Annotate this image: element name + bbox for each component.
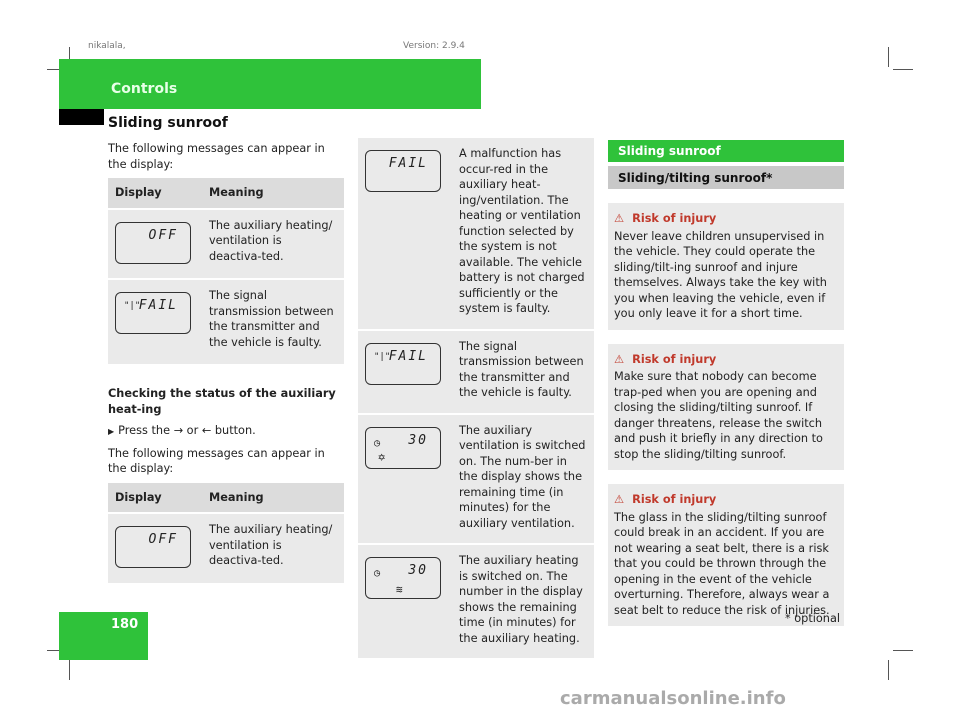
column-3 xyxy=(608,140,844,626)
meaning-cell: The auxiliary heating/ ventilation is deactiva-ted. xyxy=(202,513,344,583)
meaning-cell: The auxiliary heating/ ventilation is deactiva-ted. xyxy=(202,209,344,280)
column-2 xyxy=(358,138,594,658)
warning-text: The glass in the sliding/tilting sunroof could break in an accident. If you are not wearing a seat belt, there is a risk that you could be thrown through the opening in the event of the vehicle overturning. Therefore, always wear a seat belt to reduce the risk of injuries. xyxy=(614,510,830,617)
black-tab xyxy=(59,109,104,125)
page-number: 180 xyxy=(111,617,139,632)
clock-icon: ◷ xyxy=(374,437,381,449)
step-item: ▶ Press the → or ← button. xyxy=(108,424,256,437)
heater-icon: ≋ xyxy=(396,583,403,596)
section-header: Sliding sunroof xyxy=(608,140,844,162)
lcd-display: OFF xyxy=(115,526,191,568)
page-number-box xyxy=(59,612,148,660)
col-header-meaning: Meaning xyxy=(202,178,344,209)
signal-icon: "|" xyxy=(374,351,391,362)
meaning-cell: The signal transmission between the transmitter and the vehicle is faulty. xyxy=(202,279,344,364)
table-row xyxy=(358,330,594,414)
col-header-display: Display xyxy=(108,483,202,514)
intro-text-2: The following messages can appear in the display: xyxy=(108,446,325,475)
lcd-display: ◷ 30 ≋ xyxy=(365,557,441,599)
page-title: Sliding sunroof xyxy=(108,115,228,131)
meaning-cell: The auxiliary ventilation is switched on. The num-ber in the display shows the remaining time (in minutes) for the auxiliary ventilation. xyxy=(452,414,594,545)
clock-icon: ◷ xyxy=(374,568,381,579)
warning-icon: ⚠ xyxy=(614,352,625,366)
warning-box: ⚠ Risk of injury Make sure that nobody can become trap-ped when you are opening and closing the sliding/tilting sunroof. If danger threatens, release the switch and push it briefly in any direction to stop the sliding/tilting sunroof. xyxy=(608,344,844,471)
display-table-2 xyxy=(108,483,344,583)
table-row xyxy=(358,138,594,330)
signal-icon: "|" xyxy=(124,301,141,311)
lcd-display: FAIL xyxy=(365,150,441,192)
table-row xyxy=(108,279,344,364)
warning-box: ⚠ Risk of injury The glass in the sliding/tilting sunroof could break in an accident. If you are not wearing a seat belt, there is a risk that you could be thrown through the opening in the event of the vehicle overturning. Therefore, always wear a seat belt to reduce the risk of injuries. xyxy=(608,484,844,626)
table-row xyxy=(108,513,344,583)
arrow-icon: ▶ xyxy=(108,427,115,436)
warning-icon: ⚠ xyxy=(614,493,625,506)
crop-mark xyxy=(893,69,913,70)
display-table-1 xyxy=(108,178,344,364)
meta-author: nikalala, xyxy=(88,41,126,51)
section-bar xyxy=(59,59,481,109)
crop-mark xyxy=(69,660,70,680)
table-row xyxy=(358,414,594,545)
intro-text: The following messages can appear in the display: xyxy=(108,142,325,171)
column-1 xyxy=(108,141,344,605)
lcd-display: "|" FAIL xyxy=(115,292,191,334)
warning-text: Make sure that nobody can become trap-ped when you are opening and closing the sliding/tilting sunroof. If danger threatens, release the switch and push it briefly in any direction to stop the sliding/tilting sunroof. xyxy=(614,370,823,461)
warning-icon: ⚠ xyxy=(614,212,625,225)
warning-box: ⚠ Risk of injury Never leave children unsupervised in the vehicle. They could operate the sliding/tilt-ing sunroof and injure themselves. Always take the key with you when leaving the vehicle, even if you only leave it for a short time. xyxy=(608,203,844,330)
subsection-header: Sliding/tilting sunroof* xyxy=(608,166,844,189)
table-row xyxy=(108,209,344,280)
col-header-meaning: Meaning xyxy=(202,483,344,514)
fan-icon: ✡ xyxy=(378,449,386,464)
footnote: * optional xyxy=(785,612,841,625)
meta-version: Version: 2.9.4 xyxy=(403,41,465,51)
lcd-display: ◷ 30 ✡ xyxy=(365,427,441,469)
lcd-display: "|" FAIL xyxy=(365,343,441,385)
crop-mark xyxy=(888,47,889,67)
display-table-3 xyxy=(358,138,594,658)
meaning-cell: A malfunction has occur-red in the auxiliary heat-ing/ventilation. The heating or ventilation function selected by the system is not available. The vehicle battery is not charged sufficiently or the system is faulty. xyxy=(459,147,585,315)
warning-text: Never leave children unsupervised in the vehicle. They could operate the sliding/tilt-ing sunroof and injure themselves. Always take the key with you when leaving the vehicle, even if you only leave it for a short time. xyxy=(614,229,827,320)
check-heading: Checking the status of the auxiliary heat-ing xyxy=(108,387,336,416)
crop-mark xyxy=(888,660,889,680)
table-row xyxy=(358,544,594,658)
meaning-cell: The signal transmission between the transmitter and the vehicle is faulty. xyxy=(452,330,594,414)
lcd-display: OFF xyxy=(115,222,191,264)
section-title: Controls xyxy=(111,81,178,97)
crop-mark xyxy=(893,650,913,651)
meaning-cell: The auxiliary heating is switched on. The number in the display shows the remaining time (in minutes) for the auxiliary heating. xyxy=(452,544,594,658)
watermark: carmanualsonline.info xyxy=(560,688,786,709)
col-header-display: Display xyxy=(108,178,202,209)
